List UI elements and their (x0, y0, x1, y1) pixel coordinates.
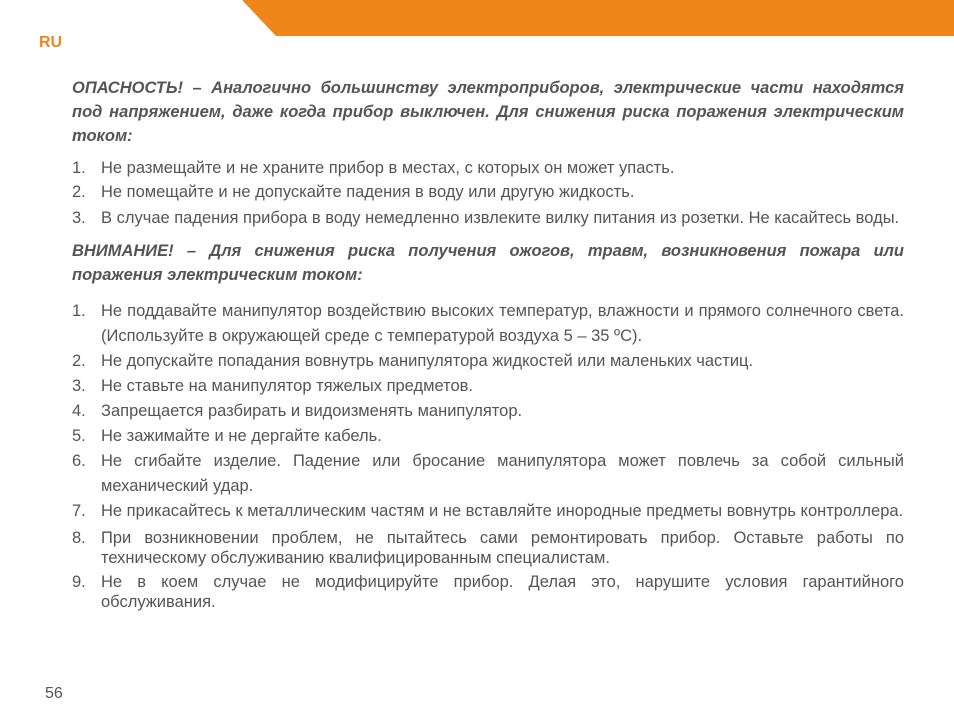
list-item: 3. В случае падения прибора в воду немедленно извлеките вилку питания из розетки. Не касайтесь воды. (72, 209, 900, 227)
list-item: 1. Не размещайте и не храните прибор в местах, с которых он может упасть. (72, 159, 675, 177)
list-item: 2. Не помещайте и не допускайте падения в воду или другую жидкость. (72, 183, 635, 201)
list-item: 2. Не допускайте попадания вовнутрь манипулятора жидкостей или маленьких частиц. (72, 352, 754, 370)
list-item: 8. При возникновении проблем, не пытайтесь сами ремонтировать прибор. Оставьте работы по техническому обслуживанию квалифицированным специалистам. (72, 529, 904, 567)
caution-list (72, 299, 904, 612)
language-label: RU (39, 34, 63, 51)
list-item: 5. Не зажимайте и не дергайте кабель. (72, 427, 382, 445)
page-content (72, 76, 904, 612)
list-item: 1. Не поддавайте манипулятор воздействию высоких температур, влажности и прямого солнечного света. (Используйте в окружающей среде с температурой воздуха 5 – 35 ºC). (72, 302, 904, 345)
list-item: 3. Не ставьте на манипулятор тяжелых предметов. (72, 377, 473, 395)
danger-list (72, 158, 904, 231)
page-number: 56 (45, 685, 63, 702)
header-accent-bar (242, 0, 954, 36)
danger-heading: ОПАСНОСТЬ! – Аналогично большинству электроприборов, электрические части находятся под напряжением, даже когда прибор выключен. Для снижения риска поражения электрическим током: (72, 79, 904, 145)
list-item: 4. Запрещается разбирать и видоизменять манипулятор. (72, 402, 523, 420)
list-item: 9. Не в коем случае не модифицируйте прибор. Делая это, нарушите условия гарантийного обслуживания. (72, 573, 904, 611)
list-item: 7. Не прикасайтесь к металлическим частям и не вставляйте инородные предметы вовнутрь контроллера. (72, 502, 904, 520)
list-item: 6. Не сгибайте изделие. Падение или бросание манипулятора может повлечь за собой сильный механический удар. (72, 452, 904, 495)
caution-heading: ВНИМАНИЕ! – Для снижения риска получения ожогов, травм, возникновения пожара или поражения электрическим током: (72, 242, 904, 284)
